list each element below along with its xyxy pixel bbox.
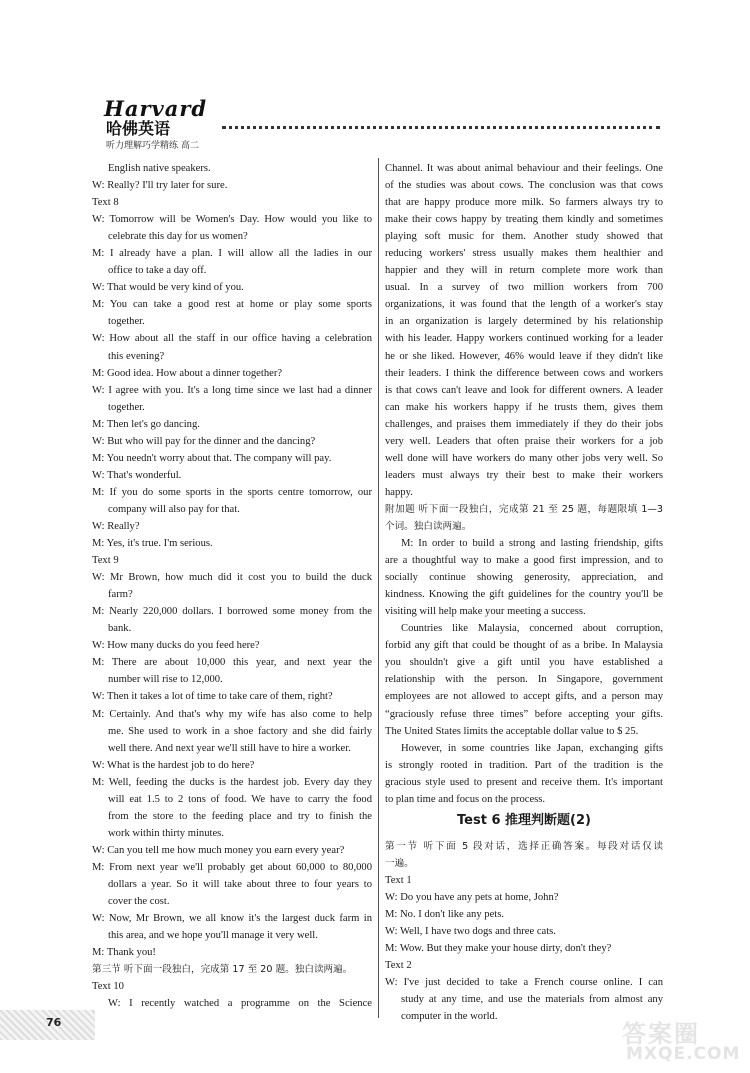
text-line: M: There are about 10,000 this year, and next year the	[92, 657, 372, 669]
text-line: W: Then it takes a lot of time to take care of them, right?	[92, 691, 333, 703]
text-line: together.	[108, 316, 145, 328]
text-line: M: You can take a good rest at home or play some sports	[92, 299, 372, 311]
harvard-logo: Harvard	[104, 96, 208, 121]
watermark-logo-text: 答案圈	[622, 1020, 700, 1048]
text-line: leaders must always try their best to make their workers	[385, 469, 663, 481]
page-header	[92, 96, 672, 154]
text-line: office to take a day off.	[108, 265, 207, 277]
text-line: M: You needn't worry about that. The company will pay.	[92, 452, 332, 464]
text-line: forbid any gift that could be thought of as a bribe. In Malaysia	[385, 640, 663, 652]
text-line: challenges, and praises them immediately if they do their jobs	[385, 418, 663, 430]
text-line: M: Yes, it's true. I'm serious.	[92, 538, 213, 550]
text-line: Text 8	[92, 197, 119, 209]
text-line: Text 2	[385, 960, 412, 972]
text-line: is strongly rooted in tradition. Part of the tradition is the	[385, 759, 663, 771]
text-line: will eat 1.5 to 2 tons of food. We have to carry the food	[108, 793, 372, 805]
text-line: number will rise to 12,000.	[108, 674, 223, 686]
text-line: Channel. It was about animal behaviour and their feelings. One	[385, 163, 663, 174]
watermark	[612, 1014, 744, 1068]
text-line: playing soft music for them. Another study showed that	[385, 231, 663, 243]
text-line: you shouldn't give a gift until you have established a	[385, 657, 663, 669]
text-line: 附加题 听下面一段独白，完成第 21 至 25 题，每题限填 1—3	[385, 503, 663, 515]
right-column	[385, 160, 663, 1025]
text-line: W: I agree with you. It's a long time since we last had a dinner	[92, 384, 372, 396]
text-line: “graciously refuse three times” before accepting your gifts.	[385, 708, 663, 720]
text-line: Text 10	[92, 981, 124, 993]
text-line: Countries like Malaysia, concerned about corruption,	[401, 623, 663, 635]
text-line: organizations, it was found that the length of a worker's stay	[385, 299, 663, 311]
text-line: me. She used to work in a shoe factory and she did fairly	[108, 725, 372, 737]
text-line: W: Mr Brown, how much did it cost you to build the duck	[92, 572, 372, 584]
logo-chinese-title: 哈佛英语	[106, 119, 171, 138]
text-line: cover the cost.	[108, 896, 170, 908]
text-line: is that cows can't leave and look for different owners. A leader	[385, 384, 663, 396]
text-line: M: Nearly 220,000 dollars. I borrowed some money from the	[92, 606, 372, 618]
text-line: M: In order to build a strong and lasting friendship, gifts	[401, 538, 663, 550]
text-line: M: From next year we'll probably get about 60,000 to 80,000	[92, 861, 372, 873]
text-line: celebrate this day for us women?	[108, 231, 248, 243]
text-line: 一遍。	[385, 857, 414, 869]
text-line: well there. And next year we'll still have to hire a worker.	[108, 742, 351, 754]
text-line: that are happy produce more milk. So farmers always try to	[385, 197, 663, 209]
text-line: 第三节 听下面一段独白，完成第 17 至 20 题。独白读两遍。	[92, 964, 353, 976]
text-line: make their cows happy by treating them kindly and sometimes	[385, 214, 663, 226]
text-line: M: Wow. But they make your house dirty, don't they?	[385, 943, 612, 955]
text-line: this evening?	[108, 350, 165, 362]
text-line: W: Tomorrow will be Women's Day. How would you like to	[92, 214, 372, 226]
text-line: this area, and we hope you'll manage it very well.	[108, 930, 318, 942]
text-line: W: Well, I have two dogs and three cats.	[385, 926, 556, 938]
dotted-rule	[222, 126, 660, 129]
text-line: reducing workers' stress usually makes them healthier and	[385, 248, 663, 260]
text-line: M: I already have a plan. I will allow all the ladies in our	[92, 248, 372, 260]
text-line: The United States limits the acceptable dollar value to $ 25.	[385, 725, 639, 737]
text-line: computer in the world.	[401, 1011, 498, 1023]
section-heading: Test 6 推理判断题(2)	[457, 812, 591, 828]
text-line: M: Then let's go dancing.	[92, 418, 200, 430]
text-line: to plan time and focus on the process.	[385, 793, 546, 805]
text-line: work within thirty minutes.	[108, 827, 224, 839]
text-line: W: I've just decided to take a French course online. I can	[385, 977, 663, 989]
text-line: dollars a year. So it will take about three to four years to	[108, 878, 372, 890]
text-line: W: I recently watched a programme on the Science	[108, 998, 372, 1010]
text-line: in an organization is largely determined by his relationship	[385, 316, 663, 328]
text-line: Text 1	[385, 874, 412, 886]
text-line: W: Do you have any pets at home, John?	[385, 891, 559, 903]
left-column	[92, 160, 372, 1012]
text-line: W: How about all the staff in our office having a celebration	[92, 333, 372, 345]
text-line: M: If you do some sports in the sports centre tomorrow, our	[92, 486, 372, 498]
text-line: relationship with the person. In Singapore, government	[385, 674, 663, 686]
text-line: W: What is the hardest job to do here?	[92, 759, 255, 771]
text-line: together.	[108, 401, 145, 413]
text-line: happier and they will in return complete more work than	[385, 265, 663, 277]
text-line: bank.	[108, 623, 132, 635]
text-line: W: How many ducks do you feed here?	[92, 640, 260, 652]
text-line: M: Good idea. How about a dinner together?	[92, 367, 283, 379]
text-line: employees are not allowed to accept gifts, and a person may	[385, 691, 663, 703]
text-line: well done will have workers do many other jobs very well. So	[385, 452, 663, 464]
text-line: of the studies was about cows. The conclusion was that cows	[385, 180, 663, 192]
text-line: M: Thank you!	[92, 947, 156, 959]
text-line: W: That's wonderful.	[92, 469, 182, 481]
watermark-url: MXQE.COM	[626, 1044, 741, 1064]
text-line: he or she liked. However, 46% would leave if they didn't like	[385, 350, 663, 362]
text-line: English native speakers.	[108, 163, 211, 174]
text-line: their leaders. I think the difference between cows and workers	[385, 367, 663, 379]
text-line: W: But who will pay for the dinner and the dancing?	[92, 435, 316, 447]
text-line: Text 9	[92, 555, 119, 567]
text-line: study at any time, and use the materials from almost any	[401, 994, 663, 1006]
text-line: farm?	[108, 589, 133, 601]
page-number: 76	[46, 1016, 62, 1029]
text-line: with his leader. Happy workers continued working for a leader	[385, 333, 663, 345]
text-line: 个词。独白读两遍。	[385, 520, 472, 532]
text-line: W: That would be very kind of you.	[92, 282, 244, 294]
text-line: However, in some countries like Japan, exchanging gifts	[401, 742, 663, 754]
text-line: gracious style used to present and receive them. It's important	[385, 776, 663, 788]
text-line: M: Certainly. And that's why my wife has also come to help	[92, 708, 372, 720]
text-line: W: Really? I'll try later for sure.	[92, 180, 228, 192]
text-line: M: Well, feeding the ducks is the hardest job. Every day they	[92, 776, 372, 788]
text-line: W: Now, Mr Brown, we all know it's the largest duck farm in	[92, 913, 372, 925]
text-line: W: Can you tell me how much money you earn every year?	[92, 844, 345, 856]
text-line: happy.	[385, 486, 413, 498]
text-line: from the store to the feeding place and try to finish the	[108, 810, 372, 822]
text-line: M: No. I don't like any pets.	[385, 908, 505, 920]
text-line: can make his workers happy if he trusts them, gives them	[385, 401, 663, 413]
text-line: visiting will help make your meeting a success.	[385, 606, 586, 618]
text-line: very well. Leaders that often praise their workers for a job	[385, 435, 663, 447]
column-divider	[378, 158, 379, 1018]
text-line: usual. In a survey of two million workers from 700	[385, 282, 663, 294]
text-line: socially continue showing generosity, appreciation, and	[385, 572, 663, 584]
text-line: kindness. Knowing the gift guidelines for the country you'll be	[385, 589, 663, 601]
text-line: W: Really?	[92, 520, 140, 532]
text-line: 第一节 听下面 5 段对话，选择正确答案。每段对话仅读	[385, 840, 663, 852]
text-line: are a thoughtful way to make a good first impression, and to	[385, 555, 663, 567]
book-subtitle: 听力理解巧学精练 高二	[106, 141, 199, 151]
text-line: company will also pay for that.	[108, 503, 240, 515]
